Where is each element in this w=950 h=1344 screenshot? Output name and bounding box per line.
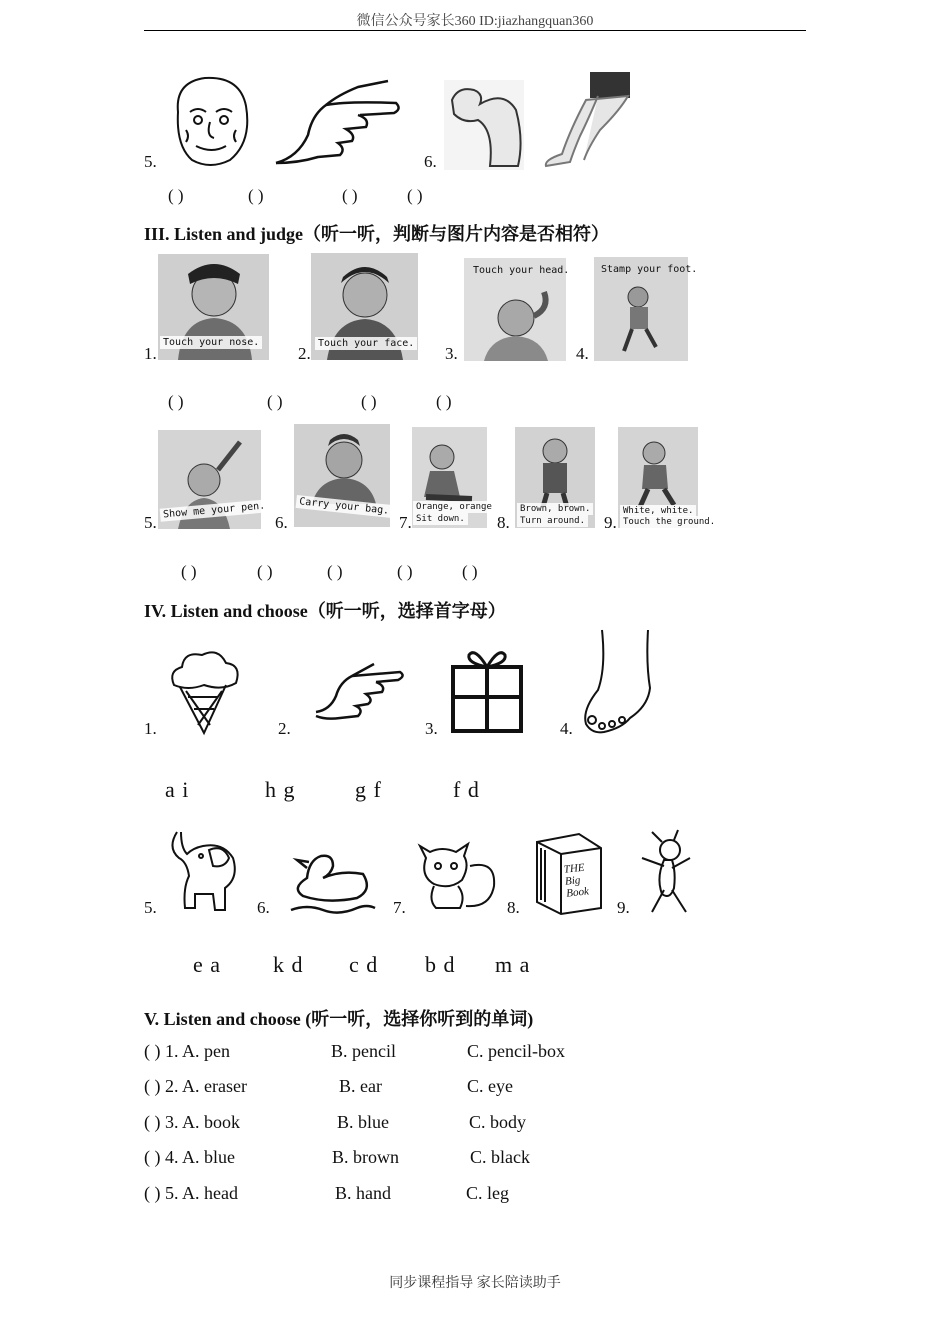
elephant-image [163, 828, 245, 914]
sit-down-image [412, 427, 492, 528]
old-man-face-image [160, 72, 255, 170]
question-stem[interactable]: ( ) 2. A. eraser [144, 1076, 247, 1096]
picture-caption: Turn around. [517, 515, 588, 527]
letter-choices: a i [165, 777, 190, 802]
option-b: B. ear [339, 1076, 382, 1096]
item-number: 5. [144, 513, 157, 532]
touch-nose-image [158, 254, 269, 360]
touch-face-image [311, 253, 418, 360]
item-number: 1. [144, 719, 157, 738]
carry-bag-image [294, 424, 390, 527]
item-number: 9. [617, 898, 630, 917]
picture-caption: Sit down. [413, 513, 468, 525]
letter-choices: b d [425, 952, 456, 977]
answer-bracket[interactable]: ( ) [407, 186, 423, 205]
question-stem[interactable]: ( ) 4. A. blue [144, 1147, 235, 1167]
answer-bracket[interactable]: ( ) [168, 186, 184, 205]
squirrel-image [410, 836, 500, 914]
mantis-image [634, 828, 694, 916]
option-b: B. blue [337, 1112, 389, 1132]
letter-choices: f d [453, 777, 480, 802]
item-number: 5. [144, 898, 157, 917]
item-number: 7. [393, 898, 406, 917]
answer-bracket[interactable]: ( ) [342, 186, 358, 205]
option-c: C. body [469, 1112, 527, 1132]
question-stem[interactable]: ( ) 1. A. pen [144, 1041, 230, 1061]
picture-caption: Show me your pen. [160, 499, 269, 521]
letter-choices: h g [265, 777, 296, 802]
option-b: B. pencil [331, 1041, 396, 1061]
leg-image [540, 70, 632, 170]
stamp-foot-image [594, 257, 698, 361]
header-rule [144, 30, 806, 31]
answer-bracket[interactable]: ( ) [181, 562, 197, 581]
item-number: 3. [425, 719, 438, 738]
option-c: C. pencil-box [467, 1041, 565, 1061]
letter-choices: e a [193, 952, 222, 977]
item-number: 6. [424, 152, 437, 171]
picture-caption: Orange, orange [413, 501, 495, 513]
picture-caption: Touch your head. [473, 265, 570, 276]
item-number: 1. [144, 344, 157, 363]
letter-choices: m a [495, 952, 531, 977]
letter-choices: g f [355, 777, 382, 802]
answer-bracket[interactable]: ( ) [397, 562, 413, 581]
ice-cream-image [166, 645, 242, 735]
foot-image [578, 628, 658, 736]
answer-bracket[interactable]: ( ) [248, 186, 264, 205]
picture-caption: Touch your face. [315, 337, 417, 350]
gift-box-image [447, 643, 527, 735]
item-number: 6. [275, 513, 288, 532]
arm-image [444, 80, 524, 170]
item-number: 4. [560, 719, 573, 738]
item-number: 2. [298, 344, 311, 363]
section-title: V. Listen and choose (听一听，选择你听到的单词) [144, 1009, 534, 1029]
hand-image [310, 650, 410, 730]
touch-head-image [464, 258, 570, 361]
letter-choices: k d [273, 952, 304, 977]
item-number: 6. [257, 898, 270, 917]
option-b: B. hand [335, 1183, 391, 1203]
picture-caption: Carry your bag. [296, 495, 393, 518]
book-title-text: THE Big Book [563, 861, 590, 900]
picture-caption: Touch the ground. [620, 516, 718, 528]
item-number: 8. [497, 513, 510, 532]
item-number: 9. [604, 513, 617, 532]
answer-bracket[interactable]: ( ) [462, 562, 478, 581]
item-number: 4. [576, 344, 589, 363]
section-title: III. Listen and judge（听一听，判断与图片内容是否相符） [144, 224, 610, 244]
answer-bracket[interactable]: ( ) [168, 392, 184, 411]
show-pen-image [158, 430, 266, 529]
item-number: 2. [278, 719, 291, 738]
option-c: C. eye [467, 1076, 513, 1096]
question-stem[interactable]: ( ) 3. A. book [144, 1112, 240, 1132]
picture-caption: Brown, brown. [517, 503, 593, 515]
item-number: 5. [144, 152, 157, 171]
touch-ground-image [618, 427, 716, 528]
letter-choices: c d [349, 952, 379, 977]
picture-caption: Stamp your foot. [601, 264, 698, 275]
pointing-hand-image [268, 75, 403, 167]
answer-bracket[interactable]: ( ) [327, 562, 343, 581]
turn-around-image [515, 427, 595, 528]
answer-bracket[interactable]: ( ) [257, 562, 273, 581]
question-stem[interactable]: ( ) 5. A. head [144, 1183, 238, 1203]
item-number: 3. [445, 344, 458, 363]
item-number: 7. [399, 513, 412, 532]
page-header: 微信公众号家长360 ID:jiazhangquan360 [356, 14, 594, 29]
answer-bracket[interactable]: ( ) [436, 392, 452, 411]
big-book-image [531, 828, 607, 916]
answer-bracket[interactable]: ( ) [361, 392, 377, 411]
duck-image [287, 830, 379, 914]
option-b: B. brown [332, 1147, 399, 1167]
option-c: C. leg [466, 1183, 509, 1203]
section-title: IV. Listen and choose（听一听，选择首字母） [144, 601, 506, 621]
answer-bracket[interactable]: ( ) [267, 392, 283, 411]
option-c: C. black [470, 1147, 530, 1167]
item-number: 8. [507, 898, 520, 917]
page-footer: 同步课程指导 家长陪读助手 [389, 1276, 561, 1291]
picture-caption: White, white. [620, 505, 696, 517]
picture-caption: Touch your nose. [160, 336, 262, 349]
